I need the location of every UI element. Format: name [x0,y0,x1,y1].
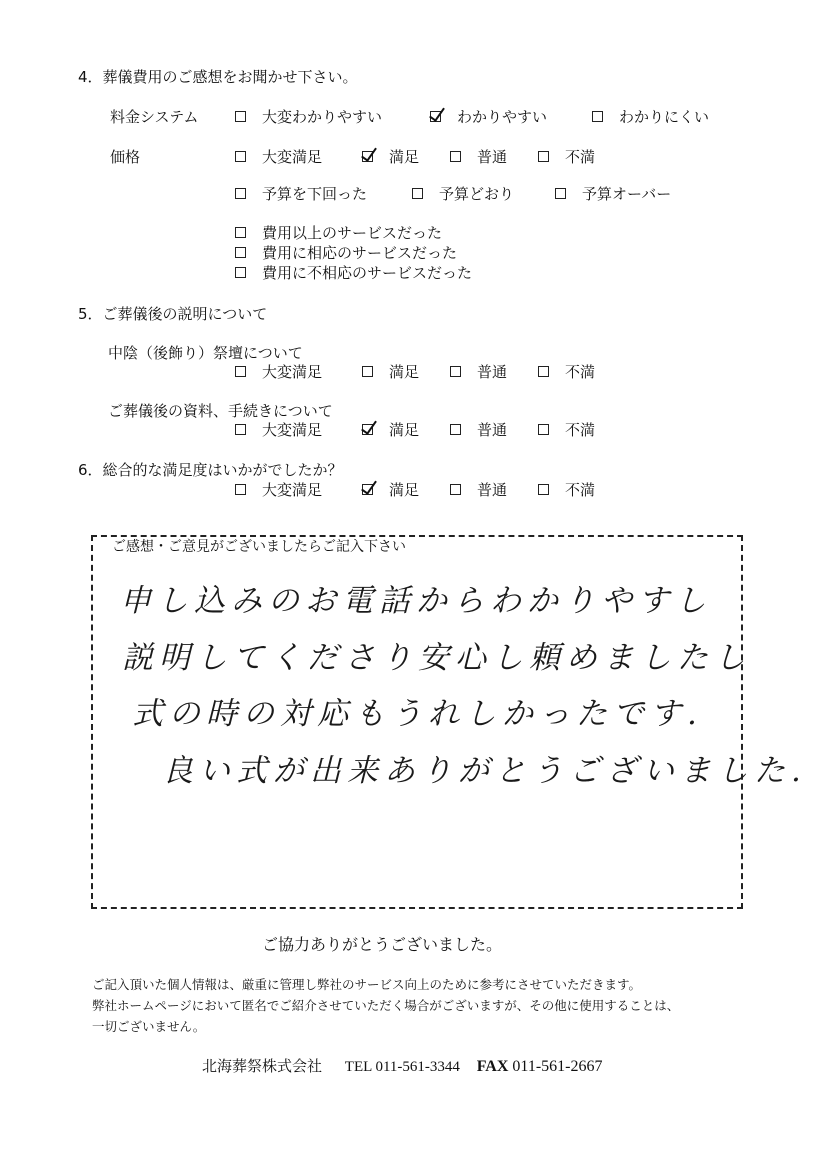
notice-line-2: 弊社ホームページにおいて匿名でご紹介させていただく場合がございますが、その他に使用することは、 [92,998,680,1013]
checkbox[interactable] [538,484,549,495]
price-satisfied[interactable]: 満足 [362,146,419,167]
checkbox-checked[interactable] [362,484,373,495]
checkbox[interactable] [450,484,461,495]
section-6-title: 6．総合的な満足度はいかがでしたか？ [78,461,343,479]
telephone: TEL 011-561-3344 [344,1059,460,1075]
documents-label: ご葬儀後の資料、手続きについて [108,402,333,420]
section-5-title: 5．ご葬儀後の説明について [78,305,268,323]
checkbox[interactable] [235,151,246,162]
comment-line-2: 説明してくださり安心し頼めましたし [122,640,751,676]
option-clear[interactable]: わかりやすい [430,106,547,127]
altar-very-satisfied[interactable]: 大変満足 [235,361,322,382]
service-above-cost[interactable]: 費用以上のサービスだった [235,222,442,243]
checkbox[interactable] [235,484,246,495]
price-label: 価格 [110,148,141,166]
checkbox-checked[interactable] [362,424,373,435]
docs-normal[interactable]: 普通 [450,419,507,440]
thanks-message: ご協力ありがとうございました。 [262,935,503,954]
altar-satisfied[interactable]: 満足 [362,361,419,382]
company-name: 北海葬祭株式会社 [202,1057,323,1075]
checkbox[interactable] [450,424,461,435]
fax-label: FAX [476,1058,509,1075]
price-dissatisfied[interactable]: 不満 [538,146,595,167]
docs-satisfied[interactable]: 満足 [362,419,419,440]
notice-line-1: ご記入頂いた個人情報は、厳重に管理し弊社のサービス向上のために参考にさせていただきます。 [92,977,642,992]
option-unclear[interactable]: わかりにくい [592,106,709,127]
checkbox[interactable] [538,151,549,162]
option-very-clear[interactable]: 大変わかりやすい [235,106,382,127]
altar-dissatisfied[interactable]: 不満 [538,361,595,382]
checkbox-checked[interactable] [362,151,373,162]
fax-number: 011-561-2667 [512,1058,603,1075]
service-matching-cost[interactable]: 費用に相応のサービスだった [235,242,457,263]
overall-satisfied[interactable]: 満足 [362,479,419,500]
comment-box-label: ご感想・ご意見がございましたらご記入下さい [112,539,406,555]
checkbox[interactable] [555,188,566,199]
overall-dissatisfied[interactable]: 不満 [538,479,595,500]
docs-dissatisfied[interactable]: 不満 [538,419,595,440]
checkbox[interactable] [235,247,246,258]
altar-label: 中陰（後飾り）祭壇について [108,344,303,362]
checkbox[interactable] [538,366,549,377]
checkbox-checked[interactable] [430,111,441,122]
checkbox[interactable] [235,366,246,377]
overall-very-satisfied[interactable]: 大変満足 [235,479,322,500]
checkbox[interactable] [235,267,246,278]
checkbox[interactable] [235,188,246,199]
overall-normal[interactable]: 普通 [450,479,507,500]
checkbox[interactable] [592,111,603,122]
docs-very-satisfied[interactable]: 大変満足 [235,419,322,440]
checkbox[interactable] [362,366,373,377]
budget-as-planned[interactable]: 予算どおり [412,183,514,204]
checkbox[interactable] [412,188,423,199]
comment-line-1: 申し込みのお電話からわかりやすし [120,583,712,619]
checkbox[interactable] [450,151,461,162]
checkbox[interactable] [235,424,246,435]
notice-line-3: 一切ございません。 [92,1019,206,1034]
budget-under[interactable]: 予算を下回った [235,183,367,204]
comment-line-4: 良い式が出来ありがとうございました. [162,753,807,789]
comment-line-3: 式の時の対応もうれしかったです. [132,696,703,732]
service-not-matching-cost[interactable]: 費用に不相応のサービスだった [235,262,472,283]
checkbox[interactable] [235,227,246,238]
checkbox[interactable] [235,111,246,122]
budget-over[interactable]: 予算オーバー [555,183,671,204]
section-4-title: 4．葬儀費用のご感想をお聞かせ下さい。 [78,68,358,86]
fax [477,1058,603,1075]
altar-normal[interactable]: 普通 [450,361,507,382]
price-very-satisfied[interactable]: 大変満足 [235,146,322,167]
checkbox[interactable] [450,366,461,377]
footer [202,1055,602,1076]
checkbox[interactable] [538,424,549,435]
price-normal[interactable]: 普通 [450,146,507,167]
pricing-system-label: 料金システム [110,108,199,126]
